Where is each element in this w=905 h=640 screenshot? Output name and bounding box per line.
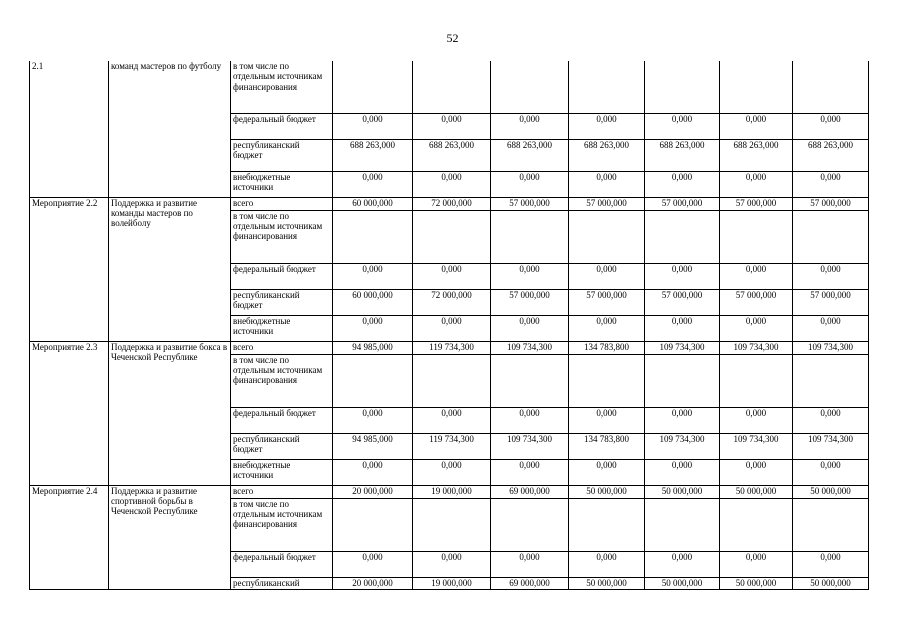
amount-cell — [793, 210, 869, 263]
amount-cell: 0,000 — [333, 315, 413, 341]
amount-cell: 0,000 — [413, 113, 491, 139]
amount-cell: 57 000,000 — [569, 289, 645, 315]
amount-cell: 0,000 — [491, 551, 569, 577]
amount-cell: 0,000 — [569, 315, 645, 341]
amount-cell: 0,000 — [491, 459, 569, 485]
funding-source-cell: федеральный бюджет — [231, 551, 333, 577]
amount-cell: 109 734,300 — [645, 433, 720, 459]
event-number-cell: Мероприятие 2.4 — [30, 485, 109, 589]
funding-source-cell: федеральный бюджет — [231, 407, 333, 433]
amount-cell: 0,000 — [413, 171, 491, 197]
amount-cell — [413, 354, 491, 407]
amount-cell: 0,000 — [645, 551, 720, 577]
amount-cell — [793, 498, 869, 551]
amount-cell: 0,000 — [333, 407, 413, 433]
amount-cell: 0,000 — [569, 113, 645, 139]
amount-cell: 0,000 — [645, 263, 720, 289]
table-row — [30, 61, 869, 113]
amount-cell: 94 985,000 — [333, 341, 413, 354]
amount-cell: 0,000 — [793, 407, 869, 433]
page-number: 52 — [446, 31, 459, 45]
amount-cell: 0,000 — [569, 407, 645, 433]
amount-cell: 0,000 — [645, 113, 720, 139]
amount-cell: 0,000 — [413, 459, 491, 485]
amount-cell — [491, 61, 569, 113]
funding-source-cell: всего — [231, 485, 333, 498]
table-row — [30, 197, 869, 210]
amount-cell: 69 000,000 — [491, 577, 569, 589]
event-name-cell: Поддержка и развитие бокса в Чеченской Республике — [109, 341, 231, 485]
amount-cell: 0,000 — [645, 459, 720, 485]
amount-cell: 0,000 — [720, 171, 793, 197]
amount-cell — [491, 354, 569, 407]
amount-cell: 0,000 — [333, 551, 413, 577]
amount-cell: 0,000 — [569, 171, 645, 197]
event-number-cell: 2.1 — [30, 61, 109, 197]
funding-source-cell: внебюджетные источники — [231, 171, 333, 197]
amount-cell: 94 985,000 — [333, 433, 413, 459]
amount-cell — [720, 210, 793, 263]
amount-cell — [645, 354, 720, 407]
amount-cell — [333, 498, 413, 551]
amount-cell: 0,000 — [569, 459, 645, 485]
amount-cell — [413, 61, 491, 113]
funding-source-cell: республиканский бюджет — [231, 433, 333, 459]
amount-cell: 0,000 — [645, 171, 720, 197]
amount-cell: 109 734,300 — [793, 433, 869, 459]
amount-cell: 19 000,000 — [413, 485, 491, 498]
amount-cell: 0,000 — [720, 459, 793, 485]
amount-cell: 0,000 — [793, 171, 869, 197]
funding-source-cell: республиканский бюджет — [231, 139, 333, 171]
amount-cell: 0,000 — [491, 113, 569, 139]
amount-cell: 0,000 — [491, 407, 569, 433]
amount-cell: 688 263,000 — [333, 139, 413, 171]
amount-cell: 0,000 — [413, 263, 491, 289]
amount-cell: 134 783,800 — [569, 341, 645, 354]
amount-cell — [333, 354, 413, 407]
amount-cell: 0,000 — [793, 551, 869, 577]
amount-cell — [720, 498, 793, 551]
amount-cell: 0,000 — [333, 171, 413, 197]
amount-cell: 20 000,000 — [333, 577, 413, 589]
amount-cell: 72 000,000 — [413, 289, 491, 315]
amount-cell: 119 734,300 — [413, 433, 491, 459]
amount-cell: 109 734,300 — [491, 433, 569, 459]
amount-cell: 50 000,000 — [720, 577, 793, 589]
amount-cell: 688 263,000 — [491, 139, 569, 171]
amount-cell: 688 263,000 — [569, 139, 645, 171]
amount-cell: 0,000 — [333, 263, 413, 289]
amount-cell: 109 734,300 — [720, 341, 793, 354]
funding-source-cell: республиканский бюджет — [231, 289, 333, 315]
amount-cell: 57 000,000 — [793, 197, 869, 210]
amount-cell — [720, 61, 793, 113]
amount-cell: 0,000 — [645, 407, 720, 433]
amount-cell — [569, 210, 645, 263]
amount-cell: 0,000 — [793, 315, 869, 341]
amount-cell: 0,000 — [491, 263, 569, 289]
funding-source-cell: в том числе по отдельным источникам финансирования — [231, 61, 333, 113]
amount-cell: 0,000 — [413, 551, 491, 577]
amount-cell — [645, 498, 720, 551]
amount-cell — [569, 354, 645, 407]
amount-cell: 50 000,000 — [793, 577, 869, 589]
amount-cell: 688 263,000 — [793, 139, 869, 171]
amount-cell — [569, 498, 645, 551]
amount-cell — [491, 498, 569, 551]
amount-cell: 57 000,000 — [720, 289, 793, 315]
amount-cell: 0,000 — [413, 315, 491, 341]
amount-cell: 57 000,000 — [793, 289, 869, 315]
event-name-cell: Поддержка и развитие спортивной борьбы в Чеченской Республике — [109, 485, 231, 589]
amount-cell: 57 000,000 — [491, 197, 569, 210]
table-row — [30, 485, 869, 498]
amount-cell — [793, 61, 869, 113]
amount-cell: 0,000 — [413, 407, 491, 433]
funding-source-cell: федеральный бюджет — [231, 263, 333, 289]
amount-cell: 109 734,300 — [645, 341, 720, 354]
amount-cell: 50 000,000 — [720, 485, 793, 498]
amount-cell: 50 000,000 — [569, 577, 645, 589]
amount-cell: 0,000 — [491, 315, 569, 341]
table-row — [30, 341, 869, 354]
funding-source-cell: всего — [231, 197, 333, 210]
amount-cell — [333, 210, 413, 263]
amount-cell: 119 734,300 — [413, 341, 491, 354]
funding-source-cell: внебюджетные источники — [231, 459, 333, 485]
amount-cell: 109 734,300 — [793, 341, 869, 354]
funding-source-cell: всего — [231, 341, 333, 354]
amount-cell: 0,000 — [720, 407, 793, 433]
funding-source-cell: внебюджетные источники — [231, 315, 333, 341]
amount-cell: 69 000,000 — [491, 485, 569, 498]
amount-cell: 60 000,000 — [333, 197, 413, 210]
amount-cell: 688 263,000 — [413, 139, 491, 171]
event-number-cell: Мероприятие 2.3 — [30, 341, 109, 485]
amount-cell: 0,000 — [333, 113, 413, 139]
amount-cell: 0,000 — [793, 113, 869, 139]
amount-cell: 109 734,300 — [491, 341, 569, 354]
amount-cell: 0,000 — [569, 263, 645, 289]
amount-cell: 688 263,000 — [645, 139, 720, 171]
funding-source-cell: федеральный бюджет — [231, 113, 333, 139]
funding-source-cell: республиканский — [231, 577, 333, 589]
amount-cell: 0,000 — [720, 551, 793, 577]
amount-cell: 0,000 — [793, 459, 869, 485]
amount-cell: 60 000,000 — [333, 289, 413, 315]
amount-cell: 50 000,000 — [569, 485, 645, 498]
event-number-cell: Мероприятие 2.2 — [30, 197, 109, 341]
amount-cell: 0,000 — [720, 113, 793, 139]
amount-cell: 57 000,000 — [645, 289, 720, 315]
amount-cell: 0,000 — [720, 315, 793, 341]
funding-source-cell: в том числе по отдельным источникам финансирования — [231, 498, 333, 551]
amount-cell: 57 000,000 — [720, 197, 793, 210]
amount-cell — [720, 354, 793, 407]
amount-cell — [645, 210, 720, 263]
amount-cell: 50 000,000 — [645, 485, 720, 498]
amount-cell — [569, 61, 645, 113]
amount-cell: 0,000 — [645, 315, 720, 341]
amount-cell: 0,000 — [569, 551, 645, 577]
amount-cell: 0,000 — [491, 171, 569, 197]
amount-cell: 134 783,800 — [569, 433, 645, 459]
amount-cell — [413, 498, 491, 551]
amount-cell — [333, 61, 413, 113]
amount-cell — [413, 210, 491, 263]
amount-cell: 57 000,000 — [491, 289, 569, 315]
amount-cell: 57 000,000 — [645, 197, 720, 210]
amount-cell: 688 263,000 — [720, 139, 793, 171]
funding-source-cell: в том числе по отдельным источникам финансирования — [231, 210, 333, 263]
amount-cell — [793, 354, 869, 407]
funding-source-cell: в том числе по отдельным источникам финансирования — [231, 354, 333, 407]
amount-cell: 50 000,000 — [645, 577, 720, 589]
amount-cell: 0,000 — [720, 263, 793, 289]
amount-cell: 0,000 — [333, 459, 413, 485]
amount-cell: 20 000,000 — [333, 485, 413, 498]
amount-cell: 109 734,300 — [720, 433, 793, 459]
event-name-cell: команд мастеров по футболу — [109, 61, 231, 197]
amount-cell: 19 000,000 — [413, 577, 491, 589]
amount-cell: 57 000,000 — [569, 197, 645, 210]
event-name-cell: Поддержка и развитие команды мастеров по волейболу — [109, 197, 231, 341]
amount-cell — [645, 61, 720, 113]
amount-cell — [491, 210, 569, 263]
amount-cell: 0,000 — [793, 263, 869, 289]
budget-table — [29, 61, 869, 590]
amount-cell: 50 000,000 — [793, 485, 869, 498]
amount-cell: 72 000,000 — [413, 197, 491, 210]
